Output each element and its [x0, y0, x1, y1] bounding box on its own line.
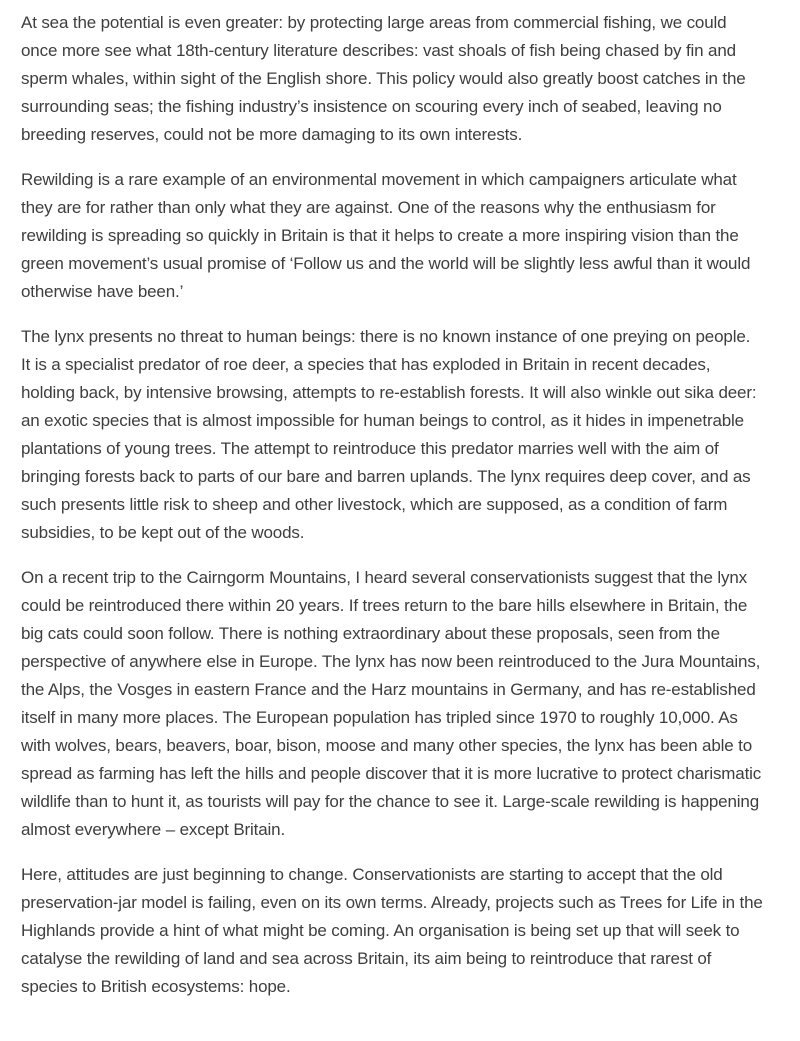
- paragraph-attitudes-changing: Here, attitudes are just beginning to change. Conservationists are starting to accept that the old preservation-jar model is failing, even on its own terms. Already, projects such as Trees for Life in the Highlands provide a hint of what might be coming. An organisation is being set up that will seek to catalyse the rewilding of land and sea across Britain, its aim being to reintroduce that rarest of species to British ecosystems: hope.: [21, 865, 763, 996]
- paragraph-rewilding-rare-example: Rewilding is a rare example of an environmental movement in which campaigners articulate what they are for rather than only what they are against. One of the reasons why the enthusiasm for rewilding is spreading so quickly in Britain is that it helps to create a more inspiring vision than the green movement’s usual promise of ‘Follow us and the world will be slightly less awful than it would otherwise have been.’: [21, 170, 751, 301]
- paragraph-cairngorm-trip: On a recent trip to the Cairngorm Mountains, I heard several conservationists suggest that the lynx could be reintroduced there within 20 years. If trees return to the bare hills elsewhere in Britain, the big cats could soon follow. There is nothing extraordinary about these proposals, seen from the perspective of anywhere else in Europe. The lynx has now been reintroduced to the Jura Mountains, the Alps, the Vosges in eastern France and the Harz mountains in Germany, and has re-established itself in many more places. The European population has tripled since 1970 to roughly 10,000. As with wolves, bears, beavers, boar, bison, moose and many other species, the lynx has been able to spread as farming has left the hills and people discover that it is more lucrative to protect charismatic wildlife than to hunt it, as tourists will pay for the chance to see it. Large-scale rewilding is happening almost everywhere – except Britain.: [21, 568, 762, 839]
- paragraph-lynx-no-threat: The lynx presents no threat to human beings: there is no known instance of one preying on people. It is a specialist predator of roe deer, a species that has exploded in Britain in recent decades, holding back, by intensive browsing, attempts to re-establish forests. It will also winkle out sika deer: an exotic species that is almost impossible for human beings to control, as it hides in impenetrable plantations of young trees. The attempt to reintroduce this predator marries well with the aim of bringing forests back to parts of our bare and barren uplands. The lynx requires deep cover, and as such presents little risk to sheep and other livestock, which are supposed, as a condition of farm subsidies, to be kept out of the woods.: [21, 327, 757, 542]
- paragraph-at-sea-potential: At sea the potential is even greater: by protecting large areas from commercial fishing, we could once more see what 18th-century literature describes: vast shoals of fish being chased by fin and sperm whales, within sight of the English shore. This policy would also greatly boost catches in the surrounding seas; the fishing industry’s insistence on scouring every inch of seabed, leaving no breeding reserves, could not be more damaging to its own interests.: [21, 13, 746, 144]
